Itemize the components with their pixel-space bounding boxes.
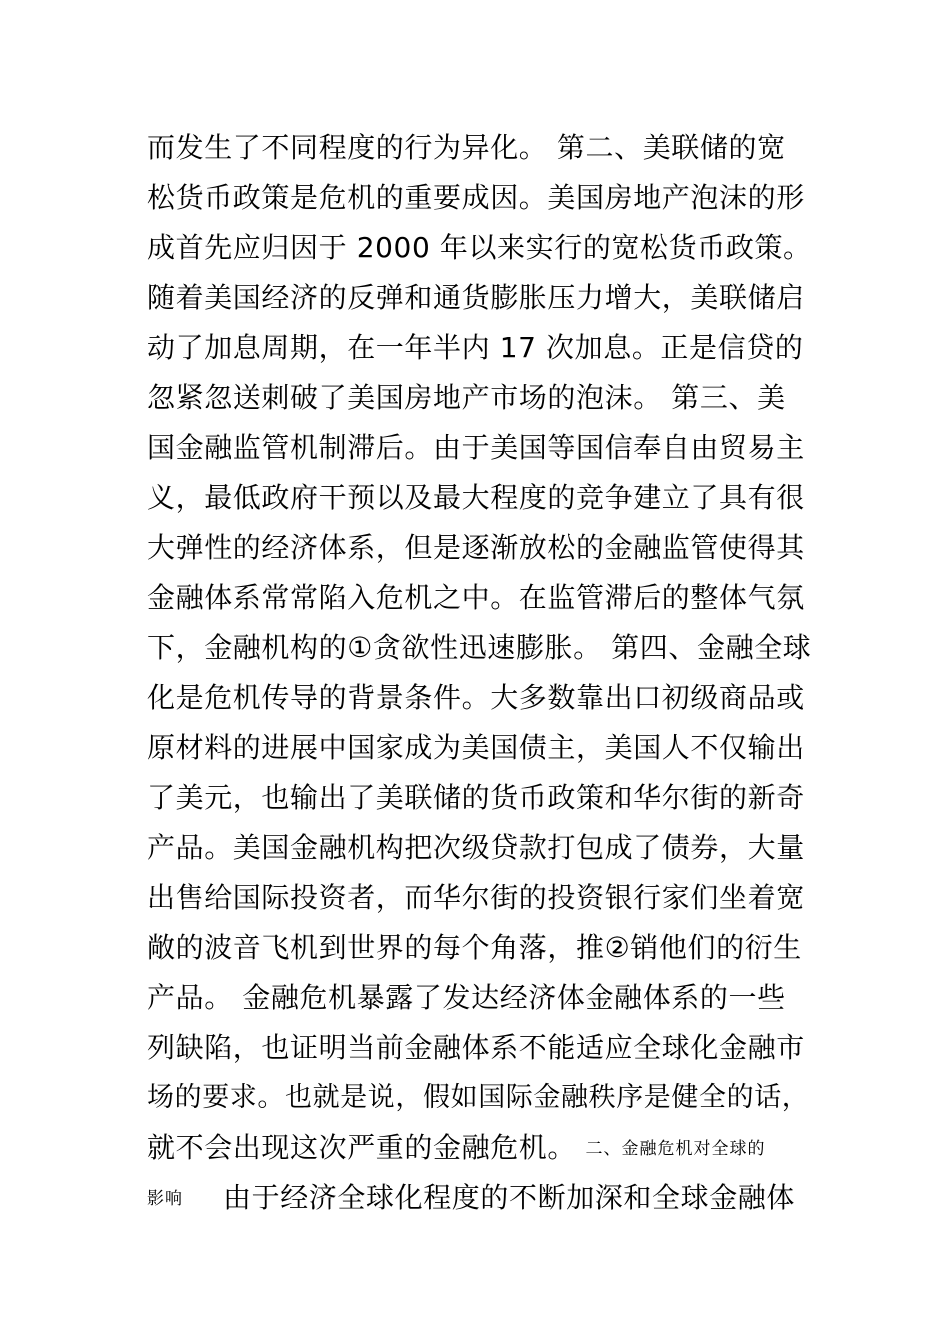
text-line: 松货币政策是危机的重要成因。美国房地产泡沫的形	[147, 181, 805, 214]
text-line: 了美元，也输出了美联储的货币政策和华尔街的新奇	[147, 781, 805, 814]
section-heading-continued: 影响	[147, 1189, 183, 1209]
text-line: 义，最低政府干预以及最大程度的竞争建立了具有很	[147, 481, 805, 514]
text-line: 随着美国经济的反弹和通货膨胀压力增大，美联储启	[147, 281, 805, 314]
text-line: 国金融监管机制滞后。由于美国等国信奉自由贸易主	[147, 431, 805, 464]
text-line: 忽紧忽送刺破了美国房地产市场的泡沫。 第三、美	[147, 381, 786, 414]
text-line: 产品。美国金融机构把次级贷款打包成了债券，大量	[147, 831, 805, 864]
text-line: 金融体系常常陷入危机之中。在监管滞后的整体气氛	[147, 581, 805, 614]
text-line: 原材料的进展中国家成为美国债主，美国人不仅输出	[147, 731, 805, 764]
paragraph-end-text: 就不会出现这次严重的金融危机。	[147, 1131, 577, 1164]
text-line: 出售给国际投资者，而华尔街的投资银行家们坐着宽	[147, 881, 805, 914]
text-line: 化是危机传导的背景条件。大多数靠出口初级商品或	[147, 681, 805, 714]
section-heading: 二、金融危机对全球的	[585, 1139, 766, 1159]
text-line: 成首先应归因于 2000 年以来实行的宽松货币政策。	[147, 231, 812, 264]
text-line: 大弹性的经济体系，但是逐渐放松的金融监管使得其	[147, 531, 805, 564]
text-line: 列缺陷，也证明当前金融体系不能适应全球化金融市	[147, 1031, 805, 1064]
text-line-with-heading	[147, 1128, 817, 1169]
text-line: 敞的波音飞机到世界的每个角落，推②销他们的衍生	[147, 931, 802, 964]
text-line: 产品。 金融危机暴露了发达经济体金融体系的一些	[147, 981, 786, 1014]
text-line-with-heading	[147, 1178, 817, 1219]
text-line: 而发生了不同程度的行为异化。 第二、美联储的宽	[147, 131, 786, 164]
text-line: 动了加息周期，在一年半内 17 次加息。正是信贷的	[147, 331, 804, 364]
paragraph-start-text: 由于经济全球化程度的不断加深和全球金融体	[223, 1181, 796, 1214]
text-line: 下，金融机构的①贪欲性迅速膨胀。 第四、金融全球	[147, 631, 812, 664]
text-line: 场的要求。也就是说，假如国际金融秩序是健全的话，	[147, 1082, 810, 1113]
